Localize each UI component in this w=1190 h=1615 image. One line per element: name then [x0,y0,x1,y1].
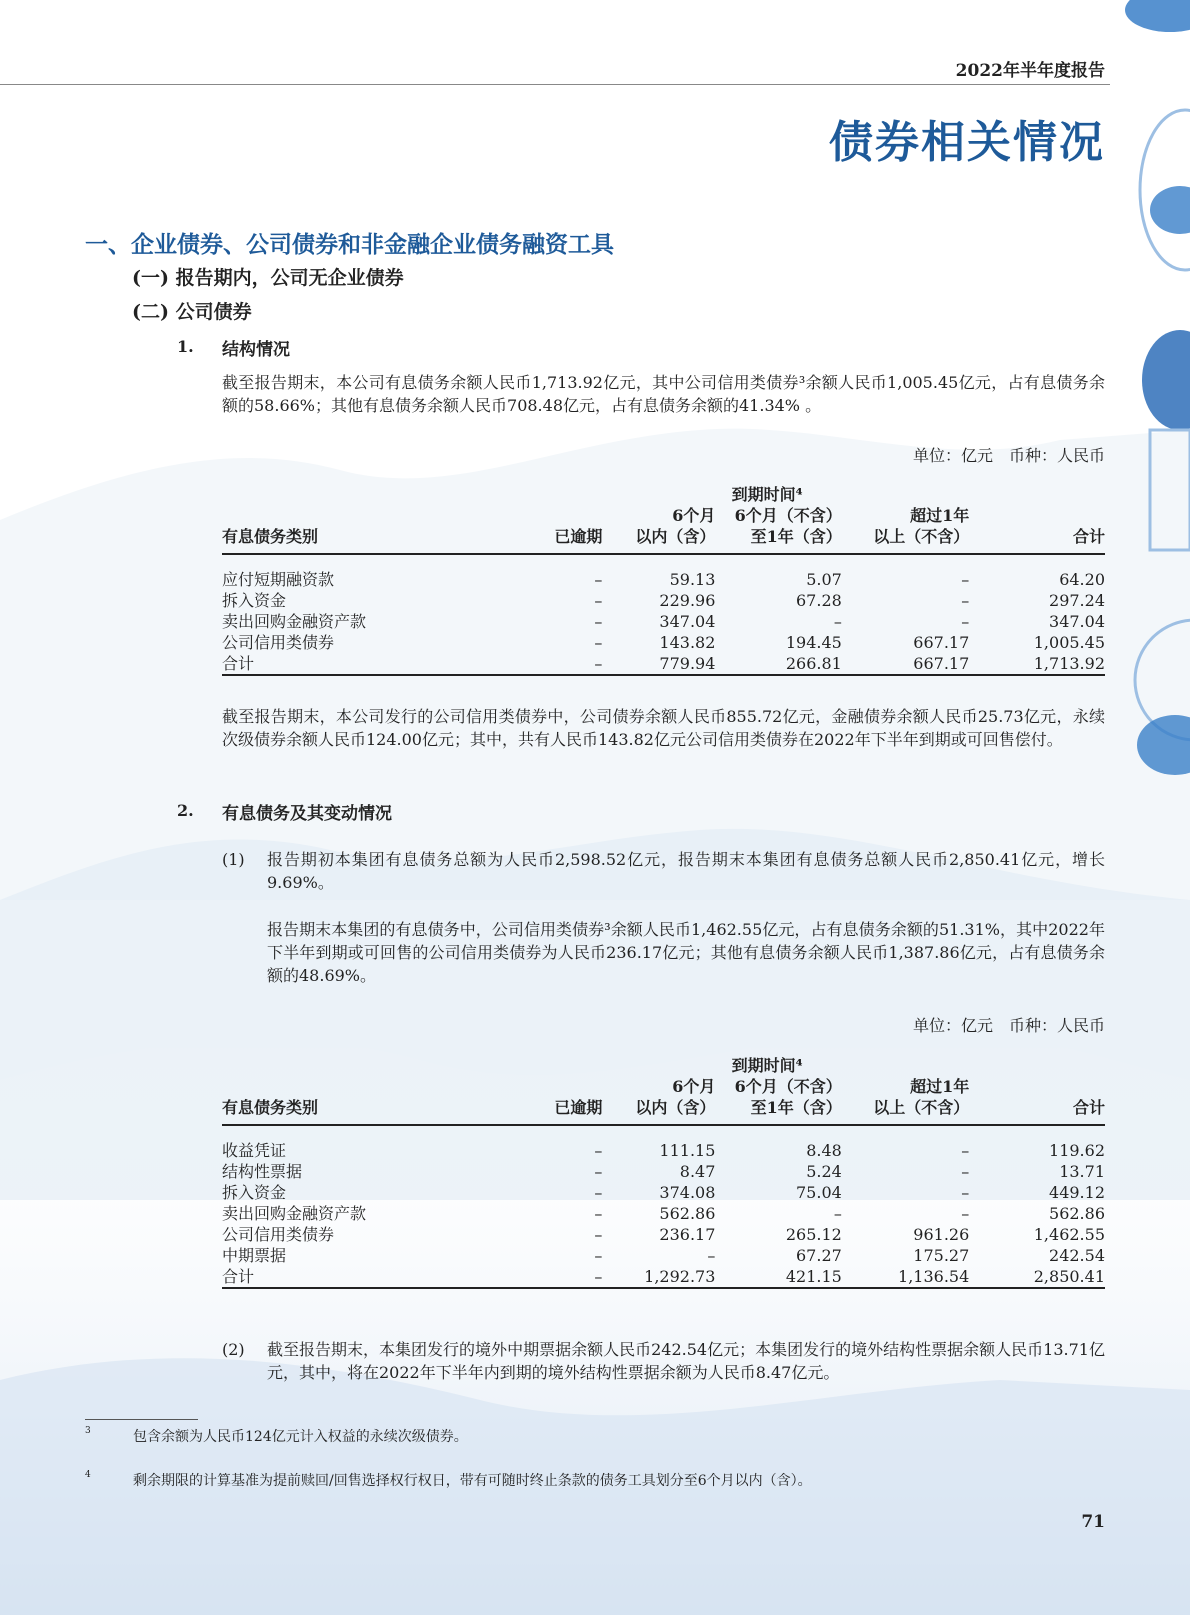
col-6to12-line2: 至1年（含） [715,1097,841,1125]
maturity-header: 到期时间⁴ [731,485,803,504]
footnote-4 [85,1470,812,1490]
table-row [222,1266,1105,1288]
overdue-cell: – [594,570,603,589]
overdue-cell: – [594,1204,603,1223]
overdue-cell: – [594,1183,603,1202]
category-cell: 收益凭证 [222,1141,287,1160]
paragraph-debt-change: 报告期初本集团有息债务总额为人民币2,598.52亿元，报告期末本集团有息债务总额人民币2,850.41亿元，增长9.69%。 [267,850,1105,892]
category-cell: 合计 [222,653,530,675]
list-marker-2: (2) [222,1340,245,1359]
item-heading-1: 结构情况 [222,340,290,360]
total-cell: 1,713.92 [969,653,1105,675]
report-title: 2022年半年度报告 [955,61,1105,81]
col-within6-line1: 6个月 [672,506,716,525]
m6to1y-cell: 5.07 [806,570,842,589]
subsection-heading-1: (一) 报告期内，公司无企业债券 [132,267,404,289]
col-within6-line1: 6个月 [672,1077,716,1096]
within6-cell: 111.15 [659,1141,716,1160]
within6-cell: – [707,1246,716,1265]
footnote-text: 包含余额为人民币124亿元计入权益的永续次级债券。 [133,1429,468,1445]
within6-cell: 562.86 [659,1204,716,1223]
m6to1y-cell: 194.45 [785,633,842,652]
category-cell: 合计 [222,1266,530,1288]
footnote-divider [85,1419,198,1420]
col-6to12-line1: 6个月（不含） [734,1077,842,1096]
over1y-cell: 961.26 [913,1225,970,1244]
table-row [222,1182,1105,1203]
m6to1y-cell: 266.81 [715,653,841,675]
table-row [222,653,1105,675]
col-overdue: 已逾期 [530,526,602,554]
page-number: 71 [1081,1512,1105,1532]
category-cell: 卖出回购金融资产款 [222,1204,367,1223]
item-number-1: 1. [177,337,194,356]
category-cell: 结构性票据 [222,1162,303,1181]
item-heading-2: 有息债务及其变动情况 [222,804,392,824]
total-cell: 562.86 [1049,1204,1105,1223]
within6-cell: 779.94 [602,653,715,675]
flower-decoration [1100,0,1190,820]
over1y-cell: – [961,591,970,610]
within6-cell: 347.04 [659,612,716,631]
col-category: 有息债务类别 [222,1097,530,1125]
overdue-cell: – [530,1266,602,1288]
category-cell: 应付短期融资款 [222,570,335,589]
total-cell: 347.04 [1049,612,1105,631]
category-cell: 公司信用类债券 [222,1225,335,1244]
within6-cell: 59.13 [669,570,716,589]
over1y-cell: – [961,570,970,589]
total-cell: 449.12 [1049,1183,1105,1202]
m6to1y-cell: 8.48 [806,1141,842,1160]
col-category: 有息债务类别 [222,526,530,554]
item-number-2: 2. [177,801,194,820]
subsection-heading-2: (二) 公司债券 [132,301,252,323]
col-overdue: 已逾期 [530,1097,602,1125]
col-total: 合计 [969,526,1105,554]
within6-cell: 1,292.73 [602,1266,715,1288]
overdue-cell: – [594,591,603,610]
overdue-cell: – [594,1225,603,1244]
total-cell: 1,005.45 [1033,633,1105,652]
m6to1y-cell: 421.15 [715,1266,841,1288]
table-row [222,1203,1105,1224]
debt-maturity-table-group [222,1055,1105,1289]
footnote-3 [85,1426,468,1446]
over1y-cell: 175.27 [913,1246,970,1265]
col-total: 合计 [969,1097,1105,1125]
table-row [222,1161,1105,1182]
footnote-text: 剩余期限的计算基准为提前赎回/回售选择权行权日，带有可随时终止条款的债务工具划分至6个月以内（含）。 [133,1473,812,1489]
category-cell: 拆入资金 [222,591,287,610]
overdue-cell: – [594,1141,603,1160]
section-heading: 一、企业债券、公司债券和非金融企业债务融资工具 [85,231,614,258]
over1y-cell: 667.17 [913,633,970,652]
table-row [222,590,1105,611]
overdue-cell: – [594,1162,603,1181]
over1y-cell: 1,136.54 [842,1266,969,1288]
within6-cell: 236.17 [659,1225,716,1244]
total-cell: 13.71 [1059,1162,1105,1181]
col-within6-line2: 以内（含） [602,526,715,554]
table-row [222,1224,1105,1245]
within6-cell: 8.47 [679,1162,716,1181]
col-within6-line2: 以内（含） [602,1097,715,1125]
unit-currency-label-2: 单位：亿元 币种：人民币 [912,1016,1105,1035]
table-row [222,1245,1105,1266]
category-cell: 中期票据 [222,1246,287,1265]
over1y-cell: – [961,1183,970,1202]
over1y-cell: – [961,1162,970,1181]
over1y-cell: 667.17 [842,653,969,675]
m6to1y-cell: 67.28 [796,591,842,610]
overdue-cell: – [594,612,603,631]
page-title: 债券相关情况 [829,117,1105,168]
within6-cell: 374.08 [659,1183,716,1202]
total-cell: 242.54 [1049,1246,1105,1265]
table-row [222,554,1105,590]
table-row [222,1125,1105,1161]
over1y-cell: – [961,1204,970,1223]
list-marker-1: (1) [222,850,245,869]
col-6to12-line1: 6个月（不含） [734,506,842,525]
table-row [222,632,1105,653]
col-over1y-line1: 超过1年 [910,506,970,525]
category-cell: 公司信用类债券 [222,633,335,652]
paragraph-overseas-notes: 截至报告期末，本集团发行的境外中期票据余额人民币242.54亿元；本集团发行的境外结构性票据余额人民币13.71亿元，其中，将在2022年下半年内到期的境外结构性票据余额为人民币8.47亿元。 [267,1340,1105,1382]
paragraph-debt-composition: 报告期末本集团的有息债务中，公司信用类债券³余额人民币1,462.55亿元，占有息债务余额的51.31%，其中2022年下半年到期或可回售的公司信用类债券为人民币236.17亿元；其他有息债务余额人民币1,387.86亿元，占有息债务余额的48.69%。 [267,920,1105,985]
header-divider [0,84,1110,85]
within6-cell: 143.82 [659,633,716,652]
m6to1y-cell: 75.04 [796,1183,842,1202]
total-cell: 1,462.55 [1033,1225,1105,1244]
m6to1y-cell: 67.27 [796,1246,842,1265]
col-over1y-line1: 超过1年 [910,1077,970,1096]
maturity-header: 到期时间⁴ [731,1056,803,1075]
footnote-mark: 3 [85,1426,91,1436]
category-cell: 卖出回购金融资产款 [222,612,367,631]
m6to1y-cell: 5.24 [806,1162,842,1181]
col-over1y-line2: 以上（不含） [842,526,969,554]
m6to1y-cell: 265.12 [785,1225,842,1244]
paragraph-credit-bonds: 截至报告期末，本公司发行的公司信用类债券中，公司债券余额人民币855.72亿元，金融债券余额人民币25.73亿元，永续次级债券余额人民币124.00亿元；其中，共有人民币143.82亿元公司信用类债券在2022年下半年到期或可回售偿付。 [222,707,1105,749]
total-cell: 64.20 [1059,570,1105,589]
total-cell: 2,850.41 [969,1266,1105,1288]
table-row [222,611,1105,632]
overdue-cell: – [594,1246,603,1265]
overdue-cell: – [594,633,603,652]
within6-cell: 229.96 [659,591,716,610]
over1y-cell: – [961,612,970,631]
category-cell: 拆入资金 [222,1183,287,1202]
unit-currency-label: 单位：亿元 币种：人民币 [912,446,1105,465]
total-cell: 119.62 [1049,1141,1105,1160]
paragraph-structure: 截至报告期末，本公司有息债务余额人民币1,713.92亿元，其中公司信用类债券³余额人民币1,005.45亿元，占有息债务余额的58.66%；其他有息债务余额人民币708.48亿元，占有息债务余额的41.34% 。 [222,373,1105,415]
m6to1y-cell: – [833,612,842,631]
m6to1y-cell: – [833,1204,842,1223]
over1y-cell: – [961,1141,970,1160]
debt-maturity-table-company [222,484,1105,676]
total-cell: 297.24 [1049,591,1105,610]
footnote-mark: 4 [85,1470,91,1480]
col-6to12-line2: 至1年（含） [715,526,841,554]
overdue-cell: – [530,653,602,675]
col-over1y-line2: 以上（不含） [842,1097,969,1125]
